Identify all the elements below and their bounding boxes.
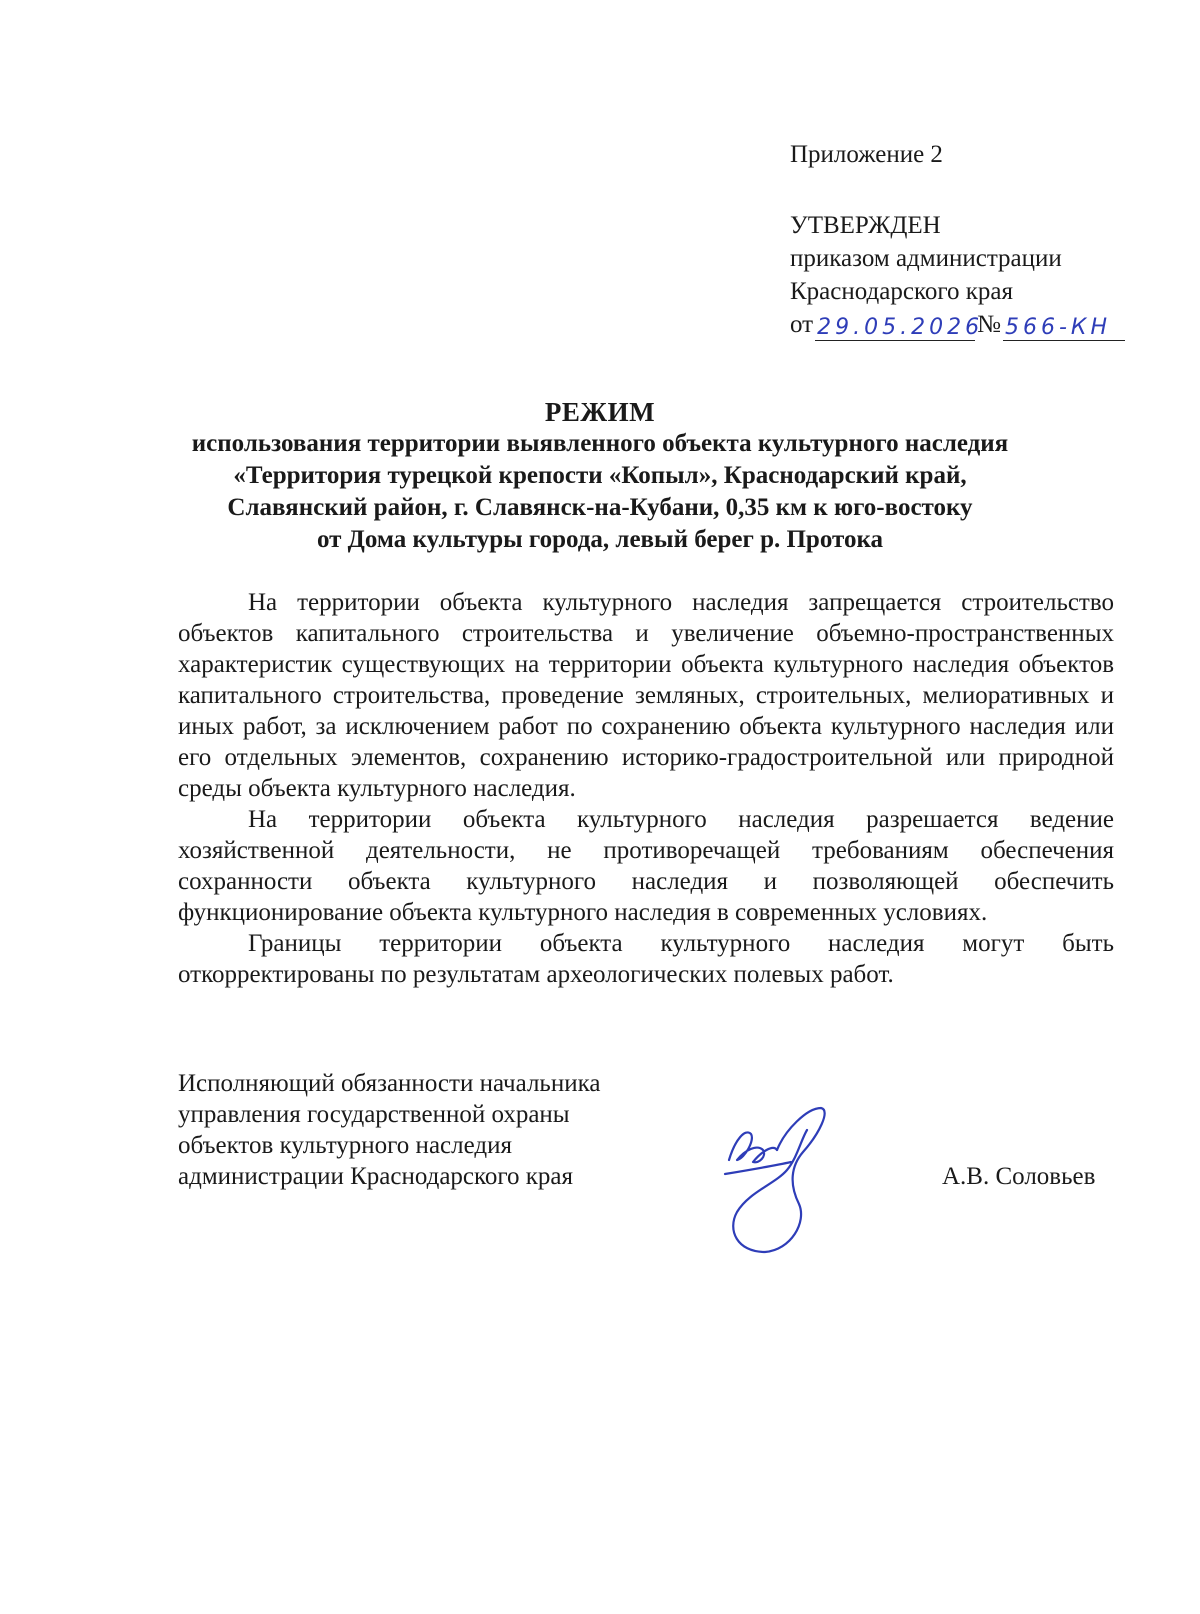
date-field bbox=[815, 314, 984, 341]
signer-name: А.В. Соловьев bbox=[942, 1163, 1096, 1190]
approval-date-number-row bbox=[790, 308, 1127, 341]
number-prefix: № bbox=[977, 311, 1001, 338]
approved-heading: УТВЕРЖДЕН bbox=[790, 212, 941, 239]
signature-initials-stroke bbox=[729, 1132, 777, 1162]
date-prefix: от bbox=[790, 311, 814, 338]
approval-order-line: приказом администрации bbox=[790, 245, 1062, 272]
title-line-4: от Дома культуры города, левый берег р. Протока bbox=[316, 526, 883, 553]
document-body bbox=[178, 587, 1114, 990]
handwritten-number: 566-КН bbox=[1004, 315, 1112, 340]
document-title bbox=[120, 396, 1080, 556]
title-line-1: использования территории выявленного объекта культурного наследия bbox=[191, 430, 1009, 457]
title-line-3: Славянский район, г. Славянск-на-Кубани, 0,35 км к юго-востоку bbox=[227, 494, 973, 521]
signer-post-line-1: Исполняющий обязанности начальника bbox=[178, 1070, 601, 1097]
approval-region-line: Краснодарского края bbox=[790, 278, 1013, 305]
signer-post-line-4: администрации Краснодарского края bbox=[178, 1163, 574, 1190]
signature-underline-stroke bbox=[725, 1162, 791, 1174]
title-line-2: «Территория турецкой крепости «Копыл», Краснодарский край, bbox=[233, 462, 967, 489]
signer-post-line-3: объектов культурного наследия bbox=[178, 1132, 512, 1159]
paragraph-permissions: На территории объекта культурного наследия разрешается ведение хозяйственной деятельности, не противоречащей требованиям обеспечения сохранности объекта культурного наследия и позволяющей обеспечить функционирование объекта культурного наследия в современных условиях. bbox=[178, 806, 1114, 926]
handwritten-signature bbox=[715, 1100, 855, 1260]
approval-block bbox=[790, 138, 1127, 341]
signature-loop-stroke bbox=[733, 1108, 824, 1252]
signer-post-line-2: управления государственной охраны bbox=[178, 1101, 570, 1128]
title-main: РЕЖИМ bbox=[544, 397, 656, 427]
paragraph-boundaries: Границы территории объекта культурного наследия могут быть откорректированы по результатам археологических полевых работ. bbox=[178, 930, 1114, 988]
signer-position bbox=[178, 1068, 600, 1192]
appendix-label: Приложение 2 bbox=[790, 141, 943, 168]
paragraph-prohibitions: На территории объекта культурного наследия запрещается строительство объектов капитального строительства и увеличение объемно-пространственных характеристик существующих на территории объекта культурного наследия объектов капитального строительства, проведение земляных, строительных, мелиоративных и иных работ, за исключением работ по сохранению объекта культурного наследия или его отдельных элементов, сохранению историко-градостроительной или природной среды объекта культурного наследия. bbox=[178, 589, 1114, 802]
handwritten-date: 29.05.2026 bbox=[817, 315, 984, 340]
number-field bbox=[1003, 314, 1125, 341]
